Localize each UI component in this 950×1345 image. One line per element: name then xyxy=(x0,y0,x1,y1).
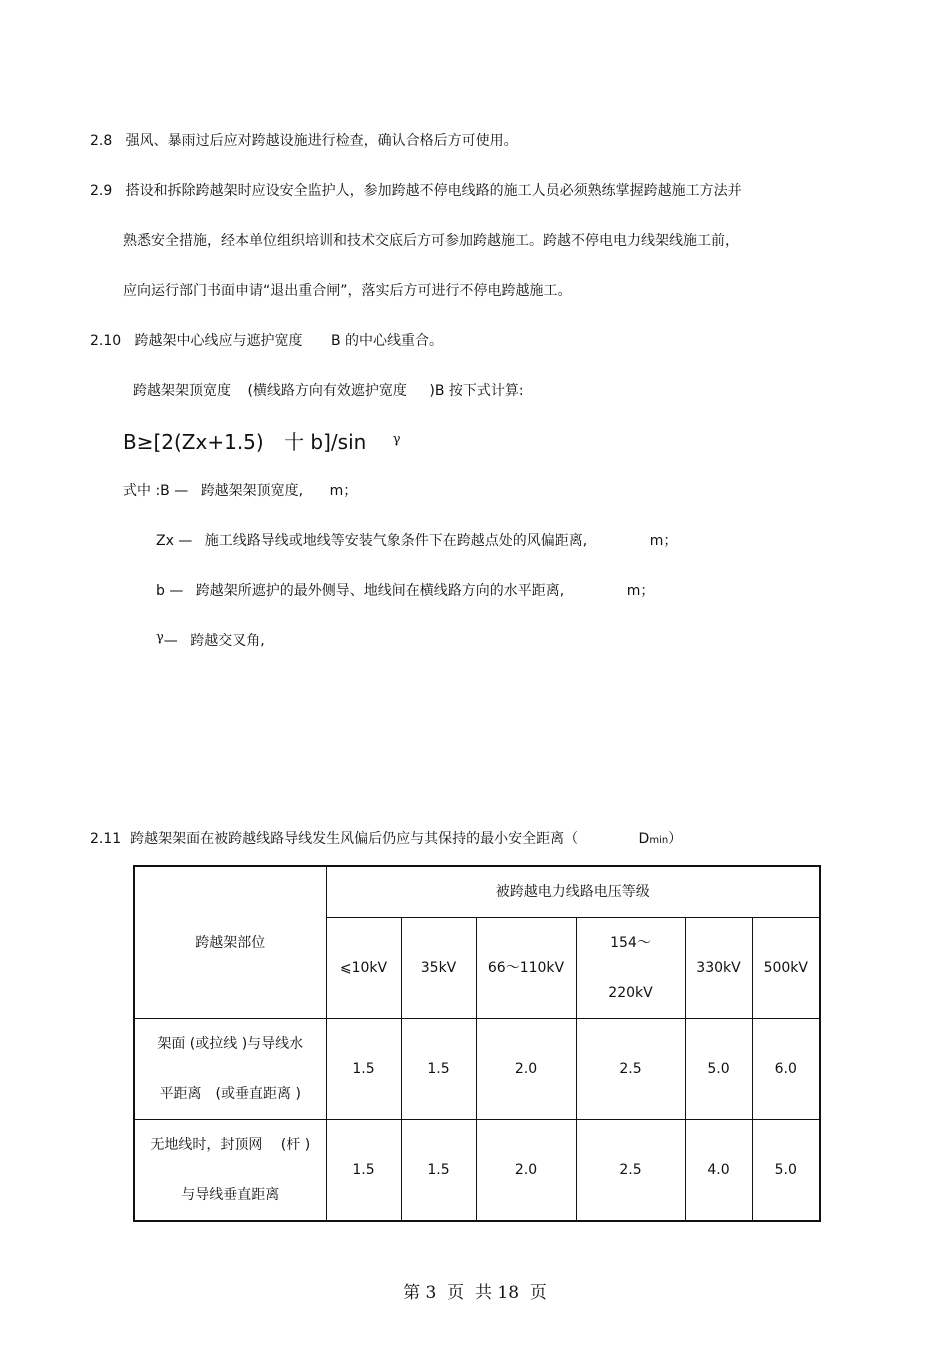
table-cell: 2.0 xyxy=(476,1019,576,1120)
row-label-line: 与导线垂直距离 xyxy=(181,1187,280,1203)
def-symbol: b — xyxy=(156,583,184,599)
table-cell: 1.5 xyxy=(401,1120,476,1222)
para-text: )B 按下式计算: xyxy=(429,383,524,399)
row-label-line: 架面 (或拉线 )与导线水 xyxy=(157,1036,304,1052)
def-symbol: 式中 :B — xyxy=(123,483,189,499)
table-cell: 1.5 xyxy=(401,1019,476,1120)
para-2-9-line1 xyxy=(90,184,742,198)
table-header-row xyxy=(134,866,820,918)
table-cell: 6.0 xyxy=(752,1019,820,1120)
voltage-header-line: 154～ xyxy=(610,935,651,951)
para-text: 强风、暴雨过后应对跨越设施进行检查，确认合格后方可使用。 xyxy=(125,133,518,149)
row-label xyxy=(134,1019,326,1120)
para-text: 跨越架架面在被跨越线路导线发生风偏后仍应与其保持的最小安全距离（ xyxy=(130,831,579,847)
voltage-column-header: 330kV xyxy=(685,918,752,1019)
table-cell: 5.0 xyxy=(685,1019,752,1120)
section-number: 2.11 xyxy=(90,831,122,847)
page-footer: 第 3 页 共 18 页 xyxy=(403,1283,547,1303)
formula-part: 十 b]/sin xyxy=(284,430,367,454)
para-text: (横线路方向有效遮护宽度 xyxy=(247,383,407,399)
def-text: 施工线路导线或地线等安装气象条件下在跨越点处的风偏距离, xyxy=(204,533,588,549)
dmin-symbol: D xyxy=(638,831,650,847)
section-number: 2.8 xyxy=(90,133,113,149)
def-text: 跨越交叉角, xyxy=(190,633,265,649)
table-cell: 2.5 xyxy=(576,1120,685,1222)
para-2-8 xyxy=(90,134,518,148)
para-2-10-line1 xyxy=(90,334,443,348)
table-corner-header: 跨越架部位 xyxy=(134,866,326,1019)
table-row xyxy=(134,1019,820,1120)
voltage-column-header: 66～110kV xyxy=(476,918,576,1019)
table-cell: 2.5 xyxy=(576,1019,685,1120)
row-label-line: 无地线时，封顶网 (杆 ) xyxy=(150,1137,311,1153)
definition-b xyxy=(156,584,654,598)
para-2-9-line3: 应向运行部门书面申请“退出重合闸”，落实后方可进行不停电跨越施工。 xyxy=(123,283,572,299)
definition-zx xyxy=(156,534,677,548)
definition-b-width xyxy=(123,484,357,498)
row-label-line: 平距离 (或垂直距离 ) xyxy=(159,1086,301,1102)
para-text: 搭设和拆除跨越架时应设安全监护人，参加跨越不停电线路的施工人员必须熟练掌握跨越施工方法并 xyxy=(125,183,742,199)
def-symbol: — xyxy=(163,633,178,649)
def-symbol: Zx — xyxy=(156,533,193,549)
para-text: B 的中心线重合。 xyxy=(330,333,444,349)
table-cell: 2.0 xyxy=(476,1120,576,1222)
dmin-subscript: min xyxy=(649,835,669,846)
gamma-symbol: γ xyxy=(156,630,164,645)
definition-gamma xyxy=(156,630,265,649)
para-text: 跨越架架顶宽度 xyxy=(133,383,231,399)
def-unit: m； xyxy=(329,483,358,499)
para-text: 跨越架中心线应与遮护宽度 xyxy=(134,333,303,349)
min-distance-table xyxy=(133,865,821,1222)
section-number: 2.10 xyxy=(90,333,122,349)
para-2-11 xyxy=(90,832,682,846)
voltage-column-header: ⩽10kV xyxy=(326,918,401,1019)
def-unit: m； xyxy=(626,583,655,599)
voltage-column-header: 500kV xyxy=(752,918,820,1019)
def-unit: m； xyxy=(649,533,678,549)
gamma-symbol: γ xyxy=(392,432,401,447)
formula xyxy=(123,432,400,452)
table-cell: 1.5 xyxy=(326,1019,401,1120)
table-cell: 4.0 xyxy=(685,1120,752,1222)
voltage-column-header: 35kV xyxy=(401,918,476,1019)
section-number: 2.9 xyxy=(90,183,113,199)
def-text: 跨越架架顶宽度, xyxy=(200,483,304,499)
para-2-9-line2: 熟悉安全措施，经本单位组织培训和技术交底后方可参加跨越施工。跨越不停电电力线架线施工前， xyxy=(123,233,739,249)
table-cell: 1.5 xyxy=(326,1120,401,1222)
table-cell: 5.0 xyxy=(752,1120,820,1222)
formula-part: B≥[2(Zx+1.5) xyxy=(123,430,264,454)
para-2-10-line2 xyxy=(133,384,524,398)
para-text: ） xyxy=(668,831,683,847)
table-row xyxy=(134,1120,820,1222)
voltage-header-line: 220kV xyxy=(608,985,653,1001)
def-text: 跨越架所遮护的最外侧导、地线间在横线路方向的水平距离, xyxy=(195,583,565,599)
row-label xyxy=(134,1120,326,1222)
table-group-header: 被跨越电力线路电压等级 xyxy=(326,866,820,918)
voltage-column-header xyxy=(576,918,685,1019)
